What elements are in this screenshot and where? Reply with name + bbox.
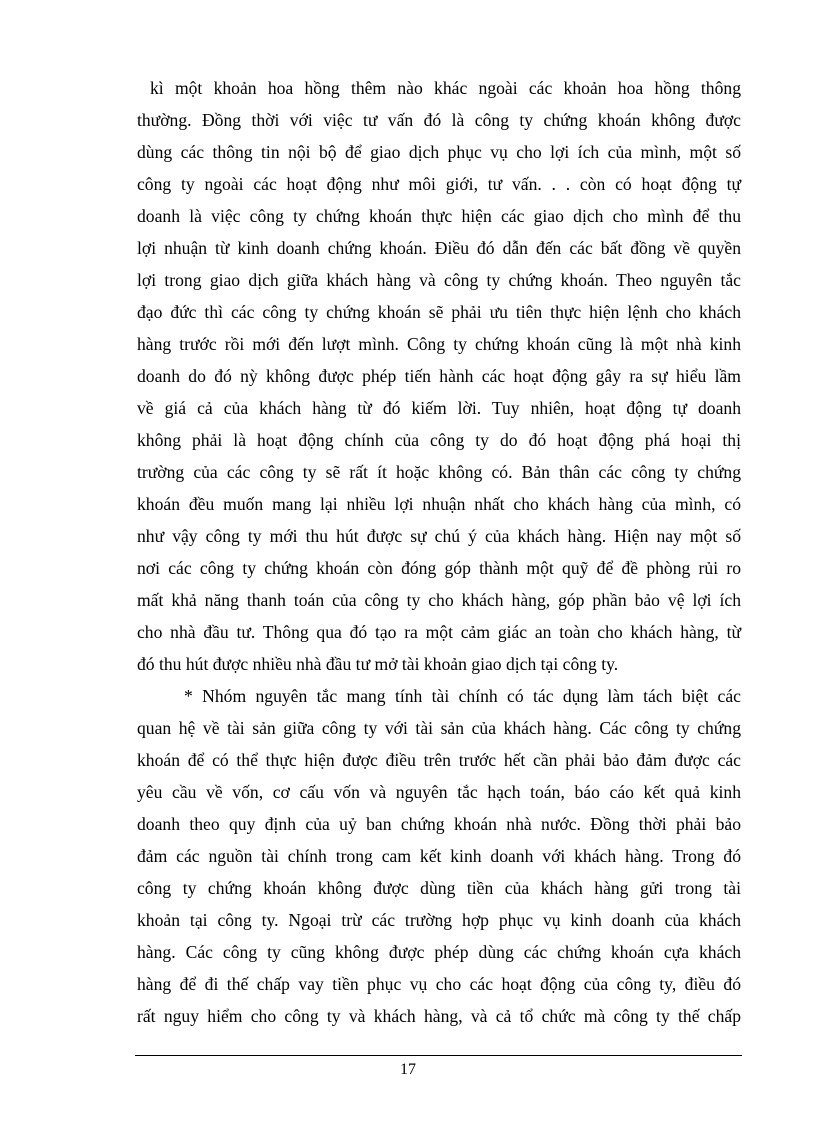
text-line-22: khoán để có thể thực hiện được điều trên trước hết cần phải bảo đảm được các xyxy=(137,750,741,770)
text-line-10: doanh do đó nỳ không được phép tiến hành các hoạt động gây ra sự hiểu lầm xyxy=(137,366,741,386)
text-line-3: dùng các thông tin nội bộ để giao dịch phục vụ cho lợi ích của mình, một số xyxy=(137,142,741,162)
page-number: 17 xyxy=(400,1061,416,1078)
text-line-26: công ty chứng khoán không được dùng tiền của khách hàng gửi trong tài xyxy=(137,878,741,898)
text-line-24: doanh theo quy định của uỷ ban chứng khoán nhà nước. Đồng thời phải bảo xyxy=(137,814,741,834)
text-line-21: quan hệ về tài sản giữa công ty với tài sản của khách hàng. Các công ty chứng xyxy=(137,718,741,738)
text-line-7: lợi trong giao dịch giữa khách hàng và công ty chứng khoán. Theo nguyên tắc xyxy=(137,270,741,290)
text-line-25: đảm các nguồn tài chính trong cam kết kinh doanh với khách hàng. Trong đó xyxy=(137,846,741,866)
footer-divider xyxy=(135,1055,742,1056)
text-line-19: đó thu hút được nhiều nhà đầu tư mở tài khoản giao dịch tại công ty. xyxy=(137,654,619,674)
text-line-13: trường của các công ty sẽ rất ít hoặc không có. Bản thân các công ty chứng xyxy=(137,462,741,482)
text-line-30: rất nguy hiểm cho công ty và khách hàng, và cả tổ chức mà công ty thế chấp xyxy=(137,1006,741,1026)
text-line-20: * Nhóm nguyên tắc mang tính tài chính có tác dụng làm tách biệt các xyxy=(184,686,741,706)
text-line-2: thường. Đồng thời với việc tư vấn đó là công ty chứng khoán không được xyxy=(137,110,741,130)
text-line-29: hàng để đi thế chấp vay tiền phục vụ cho các hoạt động của công ty, điều đó xyxy=(137,974,741,994)
text-line-27: khoản tại công ty. Ngoại trừ các trường hợp phục vụ kinh doanh của khách xyxy=(137,910,741,930)
text-line-6: lợi nhuận từ kinh doanh chứng khoán. Điều đó dẫn đến các bất đồng về quyền xyxy=(137,238,741,258)
text-line-8: đạo đức thì các công ty chứng khoán sẽ phải ưu tiên thực hiện lệnh cho khách xyxy=(137,302,741,322)
text-line-14: khoán đều muốn mang lại nhiều lợi nhuận nhất cho khách hàng của mình, có xyxy=(137,494,741,514)
text-line-5: doanh là việc công ty chứng khoán thực hiện các giao dịch cho mình để thu xyxy=(137,206,741,226)
text-line-4: công ty ngoài các hoạt động như môi giới, tư vấn. . . còn có hoạt động tự xyxy=(137,174,741,194)
text-line-9: hàng trước rồi mới đến lượt mình. Công ty chứng khoán cũng là một nhà kinh xyxy=(137,334,741,354)
text-line-23: yêu cầu về vốn, cơ cấu vốn và nguyên tắc hạch toán, báo cáo kết quả kinh xyxy=(137,782,741,802)
text-line-16: nơi các công ty chứng khoán còn đóng góp thành một quỹ để đề phòng rủi ro xyxy=(137,558,741,578)
text-line-1: kì một khoản hoa hồng thêm nào khác ngoài các khoản hoa hồng thông xyxy=(150,78,741,98)
text-line-28: hàng. Các công ty cũng không được phép dùng các chứng khoán cựa khách xyxy=(137,942,741,962)
text-line-17: mất khả năng thanh toán của công ty cho khách hàng, góp phần bảo vệ lợi ích xyxy=(137,590,741,610)
text-line-11: về giá cả của khách hàng từ đó kiếm lời. Tuy nhiên, hoạt động tự doanh xyxy=(137,398,741,418)
text-line-12: không phải là hoạt động chính của công ty do đó hoạt động phá hoại thị xyxy=(137,430,741,450)
text-line-15: như vậy công ty mới thu hút được sự chú ý của khách hàng. Hiện nay một số xyxy=(137,526,741,546)
text-line-18: cho nhà đầu tư. Thông qua đó tạo ra một cảm giác an toàn cho khách hàng, từ xyxy=(137,622,741,642)
